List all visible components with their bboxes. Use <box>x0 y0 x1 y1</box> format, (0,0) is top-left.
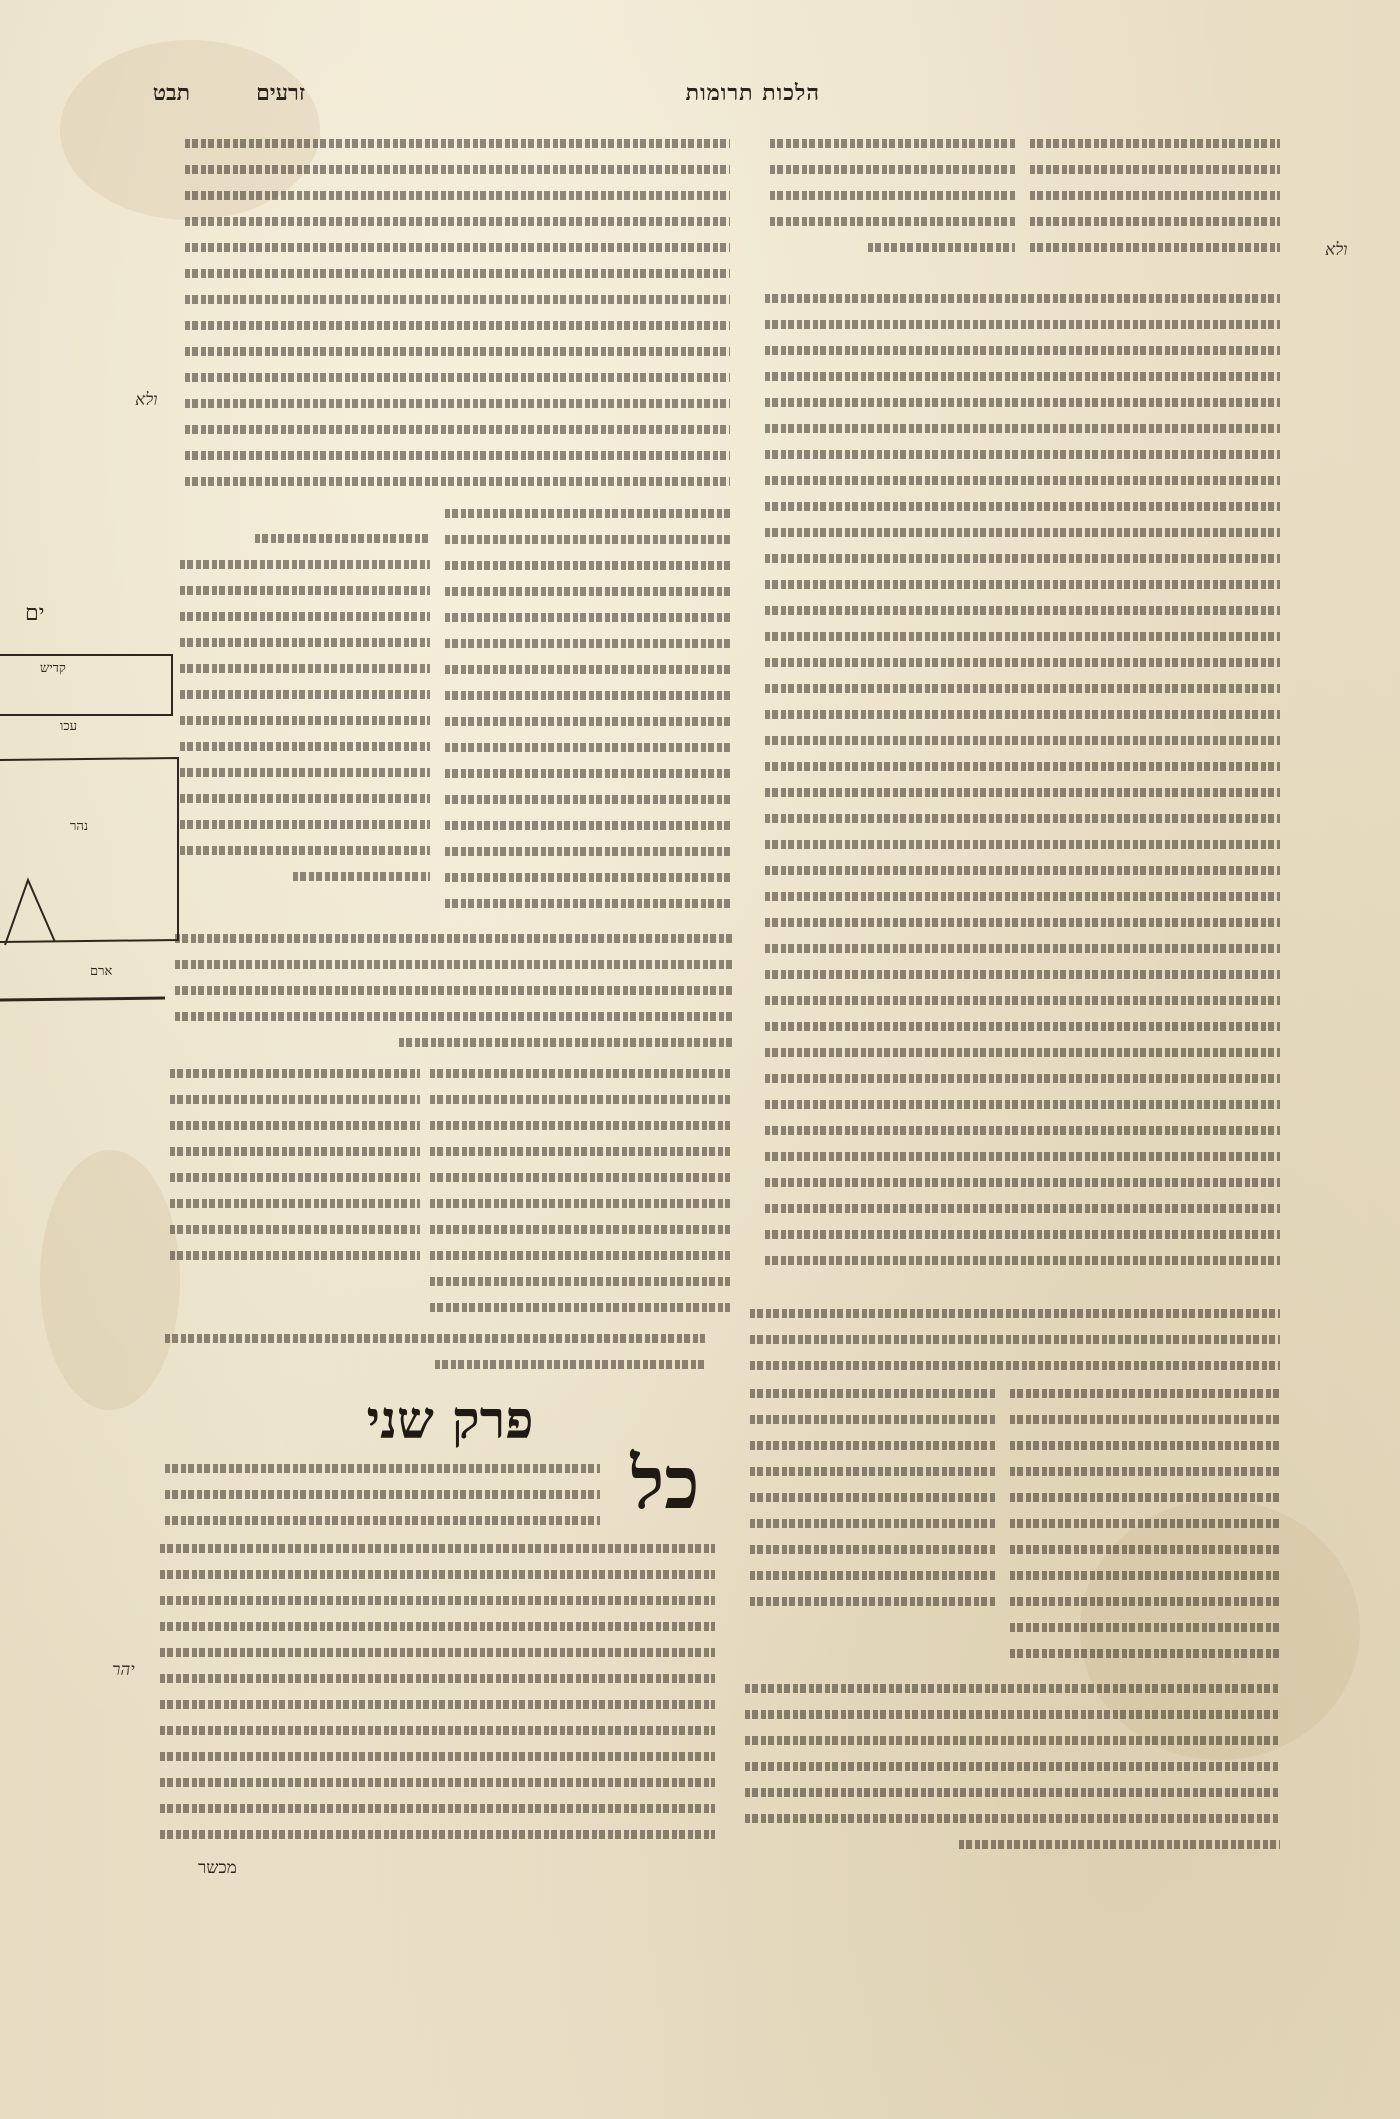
text-line <box>1010 1458 1280 1484</box>
text-line <box>750 1588 995 1614</box>
text-line <box>445 578 730 604</box>
text-line <box>1010 1614 1280 1640</box>
text-line <box>445 734 730 760</box>
text-line <box>1030 156 1280 182</box>
text-line <box>445 890 730 916</box>
text-line <box>770 130 1015 156</box>
text-line <box>170 1216 420 1242</box>
text-line <box>745 1805 1280 1831</box>
text-line <box>445 604 730 630</box>
text-line <box>180 811 430 837</box>
text-line <box>765 987 1280 1013</box>
text-line <box>430 1060 730 1086</box>
text-line <box>765 1065 1280 1091</box>
text-line <box>1010 1380 1280 1406</box>
text-line <box>765 389 1280 415</box>
text-line <box>185 208 730 234</box>
text-line <box>765 285 1280 311</box>
text-line <box>160 1743 715 1769</box>
text-line <box>185 442 730 468</box>
text-line <box>160 1561 715 1587</box>
text-line <box>185 390 730 416</box>
text-line <box>165 1507 600 1533</box>
chapter-initial-word: כל <box>630 1440 700 1525</box>
text-line <box>170 1060 420 1086</box>
text-line <box>445 864 730 890</box>
text-line <box>160 1717 715 1743</box>
text-line <box>180 577 430 603</box>
commentary-column-lower-a <box>430 1060 730 1330</box>
text-line <box>765 1117 1280 1143</box>
text-line <box>765 597 1280 623</box>
text-line <box>160 1769 715 1795</box>
text-line <box>160 1821 715 1847</box>
marginal-note: ולא <box>135 390 158 410</box>
hand-drawn-map-diagram <box>0 580 180 1010</box>
text-line <box>185 468 730 494</box>
chapter-title: פרק שני <box>366 1390 534 1451</box>
text-line <box>765 1039 1280 1065</box>
text-line <box>170 1138 420 1164</box>
text-line <box>765 883 1280 909</box>
text-line <box>430 1190 730 1216</box>
marginal-note: יהר <box>112 1660 135 1680</box>
text-line <box>765 779 1280 805</box>
text-line <box>1010 1510 1280 1536</box>
text-line <box>170 1242 420 1268</box>
text-line <box>430 1164 730 1190</box>
text-line <box>1030 234 1280 260</box>
text-line <box>765 363 1280 389</box>
text-line <box>1010 1588 1280 1614</box>
text-line <box>1030 182 1280 208</box>
text-line <box>430 1216 730 1242</box>
text-line <box>170 1112 420 1138</box>
text-line <box>165 1481 600 1507</box>
running-head-word: זרעים <box>256 80 305 106</box>
text-line <box>430 1086 730 1112</box>
text-line <box>445 630 730 656</box>
text-line <box>765 519 1280 545</box>
text-line <box>765 1221 1280 1247</box>
text-line <box>765 753 1280 779</box>
text-line <box>445 656 730 682</box>
map-label: ים <box>25 601 45 626</box>
commentary-right-lower-b <box>750 1380 995 1640</box>
text-line <box>185 416 730 442</box>
text-line <box>170 1190 420 1216</box>
text-line <box>1010 1406 1280 1432</box>
text-line <box>745 1753 1280 1779</box>
text-line <box>765 623 1280 649</box>
marginal-note: ולא <box>1325 240 1348 260</box>
text-line <box>765 571 1280 597</box>
text-line <box>160 1587 715 1613</box>
text-line <box>185 338 730 364</box>
text-line <box>185 286 730 312</box>
text-line <box>160 1639 715 1665</box>
text-line <box>1010 1484 1280 1510</box>
commentary-right-lower-a <box>1010 1380 1280 1670</box>
commentary-column-left-b <box>180 525 430 895</box>
text-line <box>765 831 1280 857</box>
text-line <box>255 525 430 551</box>
text-line <box>765 675 1280 701</box>
text-line <box>180 551 430 577</box>
running-head <box>0 80 1400 114</box>
text-line <box>185 156 730 182</box>
commentary-column-middle <box>770 130 1015 270</box>
main-text-block-right-bottom <box>745 1675 1280 1875</box>
text-line <box>1010 1562 1280 1588</box>
main-text-block-right-lower <box>750 1300 1280 1380</box>
text-line <box>445 760 730 786</box>
text-line <box>160 1535 715 1561</box>
text-line <box>745 1701 1280 1727</box>
map-label: נהר <box>70 819 89 834</box>
text-line <box>445 682 730 708</box>
text-line <box>430 1138 730 1164</box>
text-line <box>435 1351 705 1377</box>
text-line <box>765 467 1280 493</box>
text-line <box>430 1112 730 1138</box>
text-line <box>765 727 1280 753</box>
text-line <box>770 182 1015 208</box>
text-line <box>445 786 730 812</box>
text-line <box>445 500 730 526</box>
text-line <box>750 1458 995 1484</box>
text-line <box>185 364 730 390</box>
text-line <box>750 1352 1280 1378</box>
commentary-column-left-a <box>445 500 730 920</box>
text-line <box>180 655 430 681</box>
text-line <box>175 925 735 951</box>
text-line <box>765 805 1280 831</box>
text-line <box>770 208 1015 234</box>
text-line <box>765 1169 1280 1195</box>
text-line <box>430 1294 730 1320</box>
commentary-column-right <box>1030 130 1280 280</box>
text-line <box>445 838 730 864</box>
text-line <box>765 1013 1280 1039</box>
text-line <box>175 977 735 1003</box>
text-line <box>765 909 1280 935</box>
text-line <box>160 1665 715 1691</box>
text-line <box>185 260 730 286</box>
text-line <box>745 1779 1280 1805</box>
text-line <box>750 1432 995 1458</box>
main-text-block-left <box>185 130 730 500</box>
text-line <box>185 130 730 156</box>
text-line <box>765 415 1280 441</box>
commentary-column-lower-b <box>170 1060 420 1290</box>
text-line <box>765 337 1280 363</box>
text-line <box>770 156 1015 182</box>
text-line <box>750 1536 995 1562</box>
main-text-block-right <box>765 285 1280 1295</box>
running-head-title: הלכות תרומות <box>685 80 820 106</box>
text-line <box>445 812 730 838</box>
text-line <box>180 707 430 733</box>
text-line <box>750 1562 995 1588</box>
text-line <box>180 785 430 811</box>
text-line <box>165 1325 705 1351</box>
text-line <box>745 1675 1280 1701</box>
main-text-band <box>175 925 735 1055</box>
text-line <box>750 1326 1280 1352</box>
chapter-opening-text <box>165 1455 600 1535</box>
text-line <box>1010 1432 1280 1458</box>
text-line <box>175 1003 735 1029</box>
map-label: עכו <box>60 719 78 734</box>
text-line <box>180 733 430 759</box>
text-line <box>180 837 430 863</box>
text-line <box>430 1242 730 1268</box>
running-head-folio: תבט <box>152 80 190 106</box>
text-line <box>1010 1640 1280 1666</box>
text-line <box>745 1727 1280 1753</box>
text-line <box>750 1380 995 1406</box>
text-line <box>180 681 430 707</box>
text-line <box>765 935 1280 961</box>
text-line <box>399 1029 735 1055</box>
text-line <box>765 545 1280 571</box>
text-line <box>765 649 1280 675</box>
text-line <box>445 552 730 578</box>
text-line <box>765 493 1280 519</box>
text-line <box>445 708 730 734</box>
text-line <box>765 1091 1280 1117</box>
text-line <box>170 1164 420 1190</box>
text-line <box>180 759 430 785</box>
map-label: קדיש <box>40 661 66 676</box>
text-line <box>750 1300 1280 1326</box>
text-line <box>170 1086 420 1112</box>
text-line <box>765 311 1280 337</box>
text-line <box>180 629 430 655</box>
text-line <box>445 526 730 552</box>
text-line <box>765 961 1280 987</box>
text-line <box>765 701 1280 727</box>
text-line <box>765 1143 1280 1169</box>
text-line <box>185 234 730 260</box>
text-line <box>750 1406 995 1432</box>
map-label: ארם <box>90 964 113 979</box>
text-line <box>765 857 1280 883</box>
text-line <box>160 1613 715 1639</box>
text-line <box>868 234 1015 260</box>
text-line <box>185 312 730 338</box>
text-line <box>750 1510 995 1536</box>
text-line <box>160 1795 715 1821</box>
text-line <box>165 1455 600 1481</box>
catchword: מכשר <box>198 1858 237 1878</box>
text-line <box>750 1484 995 1510</box>
chapter-main-text <box>160 1535 715 1855</box>
text-line <box>160 1691 715 1717</box>
text-line <box>765 1195 1280 1221</box>
text-line <box>1010 1536 1280 1562</box>
text-line <box>180 603 430 629</box>
text-line <box>175 951 735 977</box>
paper-stain <box>40 1150 180 1410</box>
text-line <box>293 863 431 889</box>
main-text-band-lower <box>165 1325 705 1380</box>
text-line <box>765 441 1280 467</box>
text-line <box>185 182 730 208</box>
text-line <box>959 1831 1280 1857</box>
text-line <box>765 1247 1280 1273</box>
text-line <box>430 1268 730 1294</box>
text-line <box>1030 208 1280 234</box>
text-line <box>1030 130 1280 156</box>
